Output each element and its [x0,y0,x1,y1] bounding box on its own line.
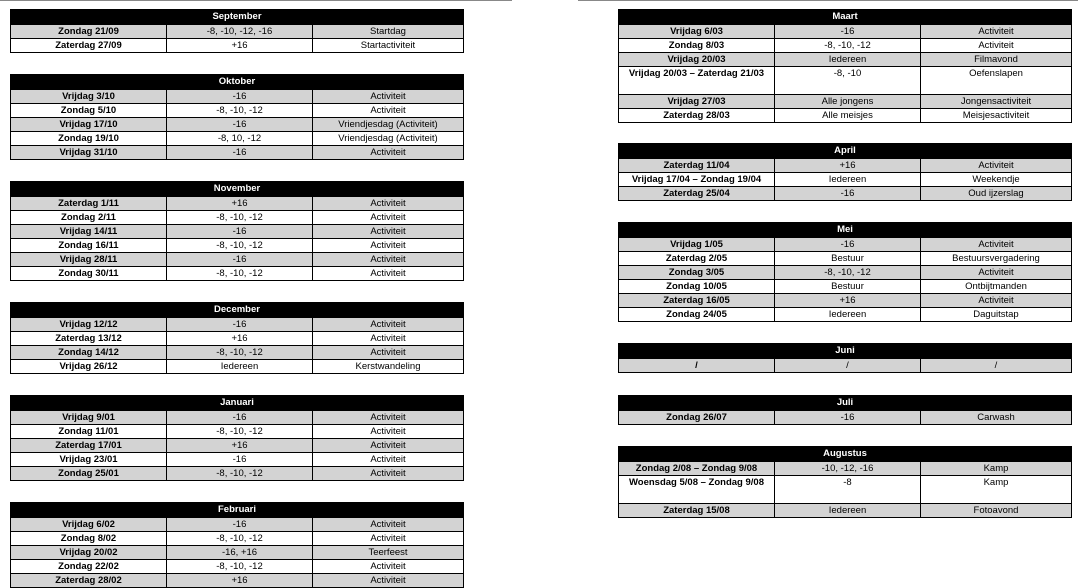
month-table-augustus [618,446,1072,518]
event-group: -16 [775,25,921,38]
month-title: Oktober [11,75,463,89]
table-row [619,503,1071,517]
event-group: -16 [167,118,313,131]
event-date: Zondag 22/02 [11,560,167,573]
event-group: +16 [775,294,921,307]
event-activity: Startactiviteit [360,40,416,51]
event-activity: Activiteit [370,333,406,344]
table-row [11,545,463,559]
table-row [11,359,463,373]
event-activity: Activiteit [370,533,406,544]
table-row [11,89,463,103]
table-row [11,438,463,452]
month-table-september [10,9,464,53]
event-date: Vrijdag 20/03 – Zaterdag 21/03 [619,67,775,94]
event-date: Woensdag 5/08 – Zondag 9/08 [619,476,775,503]
month-title: November [11,182,463,196]
event-date: Zaterdag 17/01 [11,439,167,452]
month-table-januari [10,395,464,481]
event-group: Iedereen [167,360,313,373]
event-date: / [619,359,775,372]
table-row [11,410,463,424]
table-row [11,210,463,224]
month-title: September [11,10,463,24]
table-row [619,410,1071,424]
event-date: Zondag 2/08 – Zondag 9/08 [619,462,775,475]
event-activity: Activiteit [370,212,406,223]
table-row [11,117,463,131]
event-group: +16 [167,197,313,210]
table-row [11,145,463,159]
event-group: +16 [167,439,313,452]
event-group: -16 [167,318,313,331]
event-activity: Activiteit [370,105,406,116]
event-date: Zondag 11/01 [11,425,167,438]
event-activity: Activiteit [370,561,406,572]
event-group: Bestuur [775,280,921,293]
month-title: Maart [619,10,1071,24]
month-title: April [619,144,1071,158]
event-date: Zaterdag 27/09 [11,39,167,52]
table-row [619,158,1071,172]
table-row [11,38,463,52]
event-group: -16 [775,238,921,251]
event-activity: Carwash [977,412,1015,423]
table-row [11,317,463,331]
event-group: -16, +16 [167,546,313,559]
table-row [11,24,463,38]
month-title: Augustus [619,447,1071,461]
event-date: Vrijdag 9/01 [11,411,167,424]
event-group: -8, -10, -12 [775,266,921,279]
event-group: -16 [775,187,921,200]
event-date: Vrijdag 6/03 [619,25,775,38]
event-group: -16 [167,411,313,424]
event-activity: Activiteit [370,268,406,279]
table-row [11,531,463,545]
month-title: Januari [11,396,463,410]
table-row [619,186,1071,200]
month-title: Mei [619,223,1071,237]
month-title: Juli [619,396,1071,410]
event-date: Vrijdag 20/03 [619,53,775,66]
table-row [619,293,1071,307]
event-date: Zondag 25/01 [11,467,167,480]
event-date: Zondag 26/07 [619,411,775,424]
event-group: -8, -10, -12 [775,39,921,52]
event-activity: Activiteit [370,226,406,237]
event-activity: Activiteit [370,254,406,265]
event-group: -8, -10 [775,67,921,94]
event-date: Zaterdag 25/04 [619,187,775,200]
page-divider-left [0,0,512,1]
table-row [619,172,1071,186]
event-activity: Fotoavond [973,505,1019,516]
table-row [11,559,463,573]
month-table-maart [618,9,1072,123]
event-activity: Startdag [370,26,406,37]
table-row [11,238,463,252]
table-row [11,131,463,145]
event-activity: Activiteit [978,295,1014,306]
table-row [619,461,1071,475]
event-activity: Filmavond [974,54,1018,65]
event-group: -8, -10, -12 [167,532,313,545]
table-row [619,66,1071,94]
event-activity: / [994,360,998,371]
event-activity: Activiteit [978,160,1014,171]
event-activity: Activiteit [370,147,406,158]
event-activity: Activiteit [370,91,406,102]
event-group: -16 [775,411,921,424]
month-table-februari [10,502,464,588]
event-activity: Activiteit [370,412,406,423]
event-date: Zaterdag 28/02 [11,574,167,587]
event-group: -10, -12, -16 [775,462,921,475]
event-activity: Activiteit [370,426,406,437]
event-group: -8, -10, -12, -16 [167,25,313,38]
table-row [619,358,1071,372]
event-activity: Activiteit [370,440,406,451]
event-date: Vrijdag 31/10 [11,146,167,159]
event-group: +16 [167,574,313,587]
month-table-juli [618,395,1072,425]
event-date: Zondag 21/09 [11,25,167,38]
event-group: -8, 10, -12 [167,132,313,145]
event-activity: Activiteit [370,240,406,251]
event-date: Zaterdag 13/12 [11,332,167,345]
event-date: Vrijdag 17/04 – Zondag 19/04 [619,173,775,186]
month-table-mei [618,222,1072,322]
event-group: -16 [167,253,313,266]
event-group: +16 [167,332,313,345]
event-date: Zondag 3/05 [619,266,775,279]
event-group: +16 [167,39,313,52]
event-activity: Oud ijzerslag [968,188,1024,199]
table-row [619,279,1071,293]
table-row [11,345,463,359]
event-group: -8, -10, -12 [167,104,313,117]
event-date: Zaterdag 11/04 [619,159,775,172]
event-date: Zaterdag 16/05 [619,294,775,307]
event-group: -8 [775,476,921,503]
event-date: Vrijdag 23/01 [11,453,167,466]
table-row [619,24,1071,38]
event-activity: Bestuursvergadering [952,253,1040,264]
event-activity: Meisjesactiviteit [962,110,1030,121]
event-group: -8, -10, -12 [167,239,313,252]
event-activity: Kamp [983,477,1009,488]
event-date: Zondag 14/12 [11,346,167,359]
table-row [619,265,1071,279]
event-date: Vrijdag 12/12 [11,318,167,331]
event-activity: Vriendjesdag (Activiteit) [338,119,438,130]
event-activity: Activiteit [370,198,406,209]
event-date: Zondag 24/05 [619,308,775,321]
page-divider-right [578,0,1078,1]
event-group: -8, -10, -12 [167,267,313,280]
event-group: -16 [167,90,313,103]
event-group: Bestuur [775,252,921,265]
table-row [619,108,1071,122]
event-group: -8, -10, -12 [167,425,313,438]
table-row [11,224,463,238]
month-table-oktober [10,74,464,160]
event-date: Zondag 5/10 [11,104,167,117]
event-date: Zondag 30/11 [11,267,167,280]
table-row [619,237,1071,251]
month-table-november [10,181,464,281]
event-activity: Activiteit [978,26,1014,37]
table-row [11,452,463,466]
event-activity: Activiteit [370,575,406,586]
event-group: -8, -10, -12 [167,467,313,480]
event-group: -8, -10, -12 [167,211,313,224]
table-row [619,307,1071,321]
event-activity: Activiteit [978,239,1014,250]
event-activity: Activiteit [370,468,406,479]
event-date: Zaterdag 2/05 [619,252,775,265]
event-group: Iedereen [775,504,921,517]
event-activity: Activiteit [370,347,406,358]
month-title: Februari [11,503,463,517]
event-activity: Kamp [983,463,1009,474]
event-activity: Ontbijtmanden [965,281,1027,292]
event-activity: Activiteit [370,519,406,530]
event-group: -16 [167,146,313,159]
event-activity: Daguitstap [973,309,1019,320]
event-group: -8, -10, -12 [167,560,313,573]
table-row [11,196,463,210]
event-date: Vrijdag 26/12 [11,360,167,373]
event-group: Iedereen [775,308,921,321]
event-date: Zaterdag 1/11 [11,197,167,210]
event-date: Zondag 2/11 [11,211,167,224]
month-table-april [618,143,1072,201]
event-group: / [775,359,921,372]
month-table-juni [618,343,1072,373]
event-activity: Weekendje [972,174,1020,185]
table-row [11,252,463,266]
event-date: Vrijdag 1/05 [619,238,775,251]
event-date: Vrijdag 17/10 [11,118,167,131]
event-date: Zondag 10/05 [619,280,775,293]
event-date: Zondag 16/11 [11,239,167,252]
event-activity: Teerfeest [368,547,408,558]
event-group: -16 [167,453,313,466]
month-title: Juni [619,344,1071,358]
event-date: Zondag 8/02 [11,532,167,545]
event-group: Alle jongens [775,95,921,108]
month-table-december [10,302,464,374]
event-activity: Kerstwandeling [355,361,421,372]
table-row [619,251,1071,265]
table-row [619,94,1071,108]
event-date: Vrijdag 27/03 [619,95,775,108]
event-date: Vrijdag 6/02 [11,518,167,531]
event-activity: Activiteit [370,319,406,330]
event-date: Zaterdag 15/08 [619,504,775,517]
table-row [619,52,1071,66]
event-date: Vrijdag 3/10 [11,90,167,103]
event-date: Zondag 8/03 [619,39,775,52]
event-group: -16 [167,518,313,531]
table-row [11,331,463,345]
event-activity: Jongensactiviteit [960,96,1032,107]
table-row [11,517,463,531]
event-group: Iedereen [775,173,921,186]
event-activity: Activiteit [978,267,1014,278]
event-date: Zaterdag 28/03 [619,109,775,122]
table-row [11,266,463,280]
event-group: Iedereen [775,53,921,66]
event-activity: Activiteit [978,40,1014,51]
table-row [619,475,1071,503]
table-row [11,103,463,117]
event-activity: Activiteit [370,454,406,465]
event-activity: Oefenslapen [969,68,1023,79]
table-row [11,424,463,438]
event-group: -16 [167,225,313,238]
event-date: Zondag 19/10 [11,132,167,145]
event-date: Vrijdag 20/02 [11,546,167,559]
table-row [11,573,463,587]
event-activity: Vriendjesdag (Activiteit) [338,133,438,144]
event-date: Vrijdag 14/11 [11,225,167,238]
month-title: December [11,303,463,317]
event-group: +16 [775,159,921,172]
event-group: -8, -10, -12 [167,346,313,359]
event-group: Alle meisjes [775,109,921,122]
table-row [11,466,463,480]
event-date: Vrijdag 28/11 [11,253,167,266]
table-row [619,38,1071,52]
